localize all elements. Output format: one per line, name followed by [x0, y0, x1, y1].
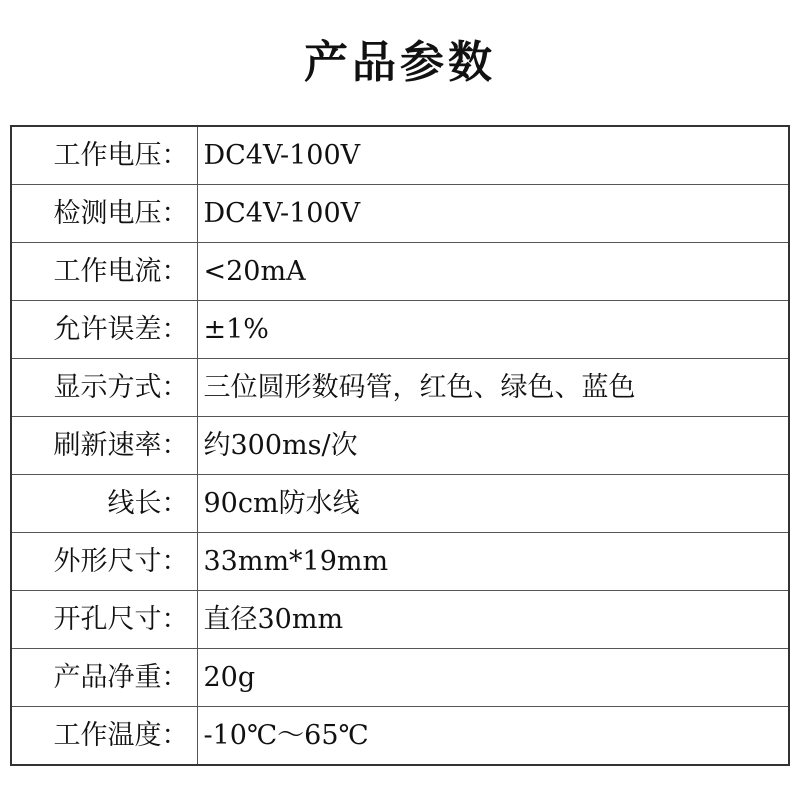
- table-row: [11, 649, 789, 707]
- page-title: 产品参数: [304, 37, 496, 88]
- spec-value: DC4V-100V: [197, 126, 789, 185]
- spec-label: 开孔尺寸：: [11, 591, 197, 649]
- spec-value: 20g: [197, 649, 789, 707]
- table-row: [11, 301, 789, 359]
- table-row: [11, 533, 789, 591]
- spec-label: 工作电压：: [11, 126, 197, 185]
- table-row: [11, 126, 789, 185]
- spec-value: 90cm防水线: [197, 475, 789, 533]
- spec-value: <20mA: [197, 243, 789, 301]
- spec-value: 33mm*19mm: [197, 533, 789, 591]
- spec-label: 刷新速率：: [11, 417, 197, 475]
- table-row: [11, 591, 789, 649]
- spec-label: 线长：: [11, 475, 197, 533]
- spec-table: [10, 125, 790, 766]
- spec-label: 允许误差：: [11, 301, 197, 359]
- table-row: [11, 475, 789, 533]
- spec-label: 显示方式：: [11, 359, 197, 417]
- spec-value: ±1%: [197, 301, 789, 359]
- spec-label: 工作电流：: [11, 243, 197, 301]
- table-row: [11, 359, 789, 417]
- table-row: [11, 185, 789, 243]
- spec-value: DC4V-100V: [197, 185, 789, 243]
- spec-value: 直径30mm: [197, 591, 789, 649]
- spec-label: 检测电压：: [11, 185, 197, 243]
- spec-label: 工作温度：: [11, 707, 197, 766]
- table-row: [11, 707, 789, 766]
- spec-value: -10℃～65℃: [197, 707, 789, 766]
- spec-label: 外形尺寸：: [11, 533, 197, 591]
- table-row: [11, 417, 789, 475]
- spec-label: 产品净重：: [11, 649, 197, 707]
- spec-value: 三位圆形数码管，红色、绿色、蓝色: [197, 359, 789, 417]
- spec-value: 约300ms/次: [197, 417, 789, 475]
- table-row: [11, 243, 789, 301]
